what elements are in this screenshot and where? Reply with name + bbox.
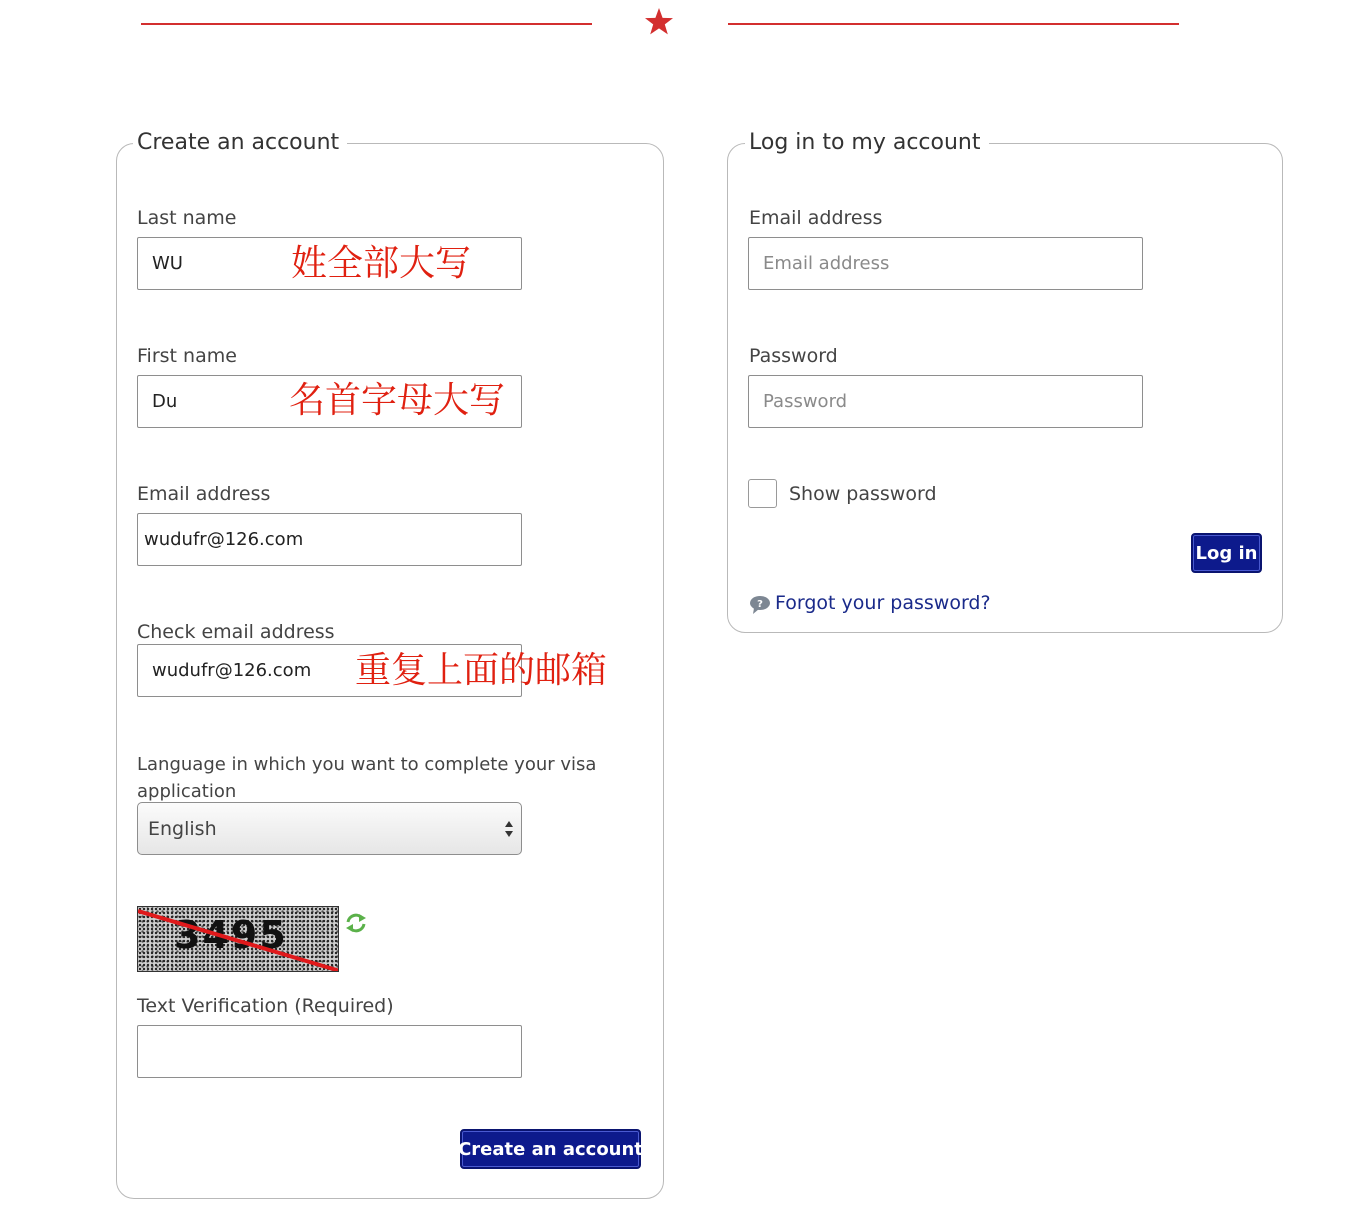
select-arrows-icon	[505, 819, 513, 839]
forgot-password-link[interactable]: Forgot your password?	[775, 592, 991, 614]
decorative-line-left	[141, 23, 592, 25]
language-select[interactable]	[137, 802, 522, 855]
login-legend: Log in to my account	[745, 128, 989, 158]
email-field[interactable]	[137, 513, 522, 566]
check-email-annotation: 重复上面的邮箱	[355, 650, 608, 691]
language-label: Language in which you want to complete your visa application	[137, 754, 597, 802]
first-name-label: First name	[137, 345, 237, 367]
login-button[interactable]: Log in	[1191, 533, 1262, 573]
last-name-label: Last name	[137, 207, 237, 229]
svg-text:?: ?	[757, 599, 763, 610]
check-email-value: wudufr@126.com	[152, 660, 312, 681]
login-email-placeholder: Email address	[763, 253, 890, 274]
show-password-checkbox[interactable]	[748, 479, 777, 508]
last-name-value: WU	[152, 253, 183, 274]
show-password-label: Show password	[789, 483, 937, 505]
star-icon	[642, 5, 676, 39]
login-password-field[interactable]	[748, 375, 1143, 428]
last-name-annotation: 姓全部大写	[291, 243, 472, 284]
email-label: Email address	[137, 483, 271, 505]
login-email-field[interactable]	[748, 237, 1143, 290]
email-value: wudufr@126.com	[144, 529, 304, 550]
text-verification-label: Text Verification (Required)	[137, 995, 394, 1017]
decorative-line-right	[728, 23, 1179, 25]
first-name-value: Du	[152, 391, 178, 412]
login-password-label: Password	[749, 345, 838, 367]
check-email-label: Check email address	[137, 621, 335, 643]
first-name-annotation: 名首字母大写	[289, 380, 506, 421]
create-account-legend: Create an account	[133, 128, 347, 158]
language-selected-value: English	[148, 817, 217, 840]
speech-bubble-icon	[749, 595, 771, 615]
captcha-image	[137, 906, 339, 972]
text-verification-field[interactable]	[137, 1025, 522, 1078]
captcha-strike-line	[138, 907, 339, 972]
login-email-label: Email address	[749, 207, 883, 229]
refresh-icon[interactable]	[344, 912, 368, 934]
create-account-button[interactable]: Create an account	[460, 1129, 641, 1169]
captcha-code: 3495	[174, 913, 288, 957]
login-password-placeholder: Password	[763, 391, 848, 412]
